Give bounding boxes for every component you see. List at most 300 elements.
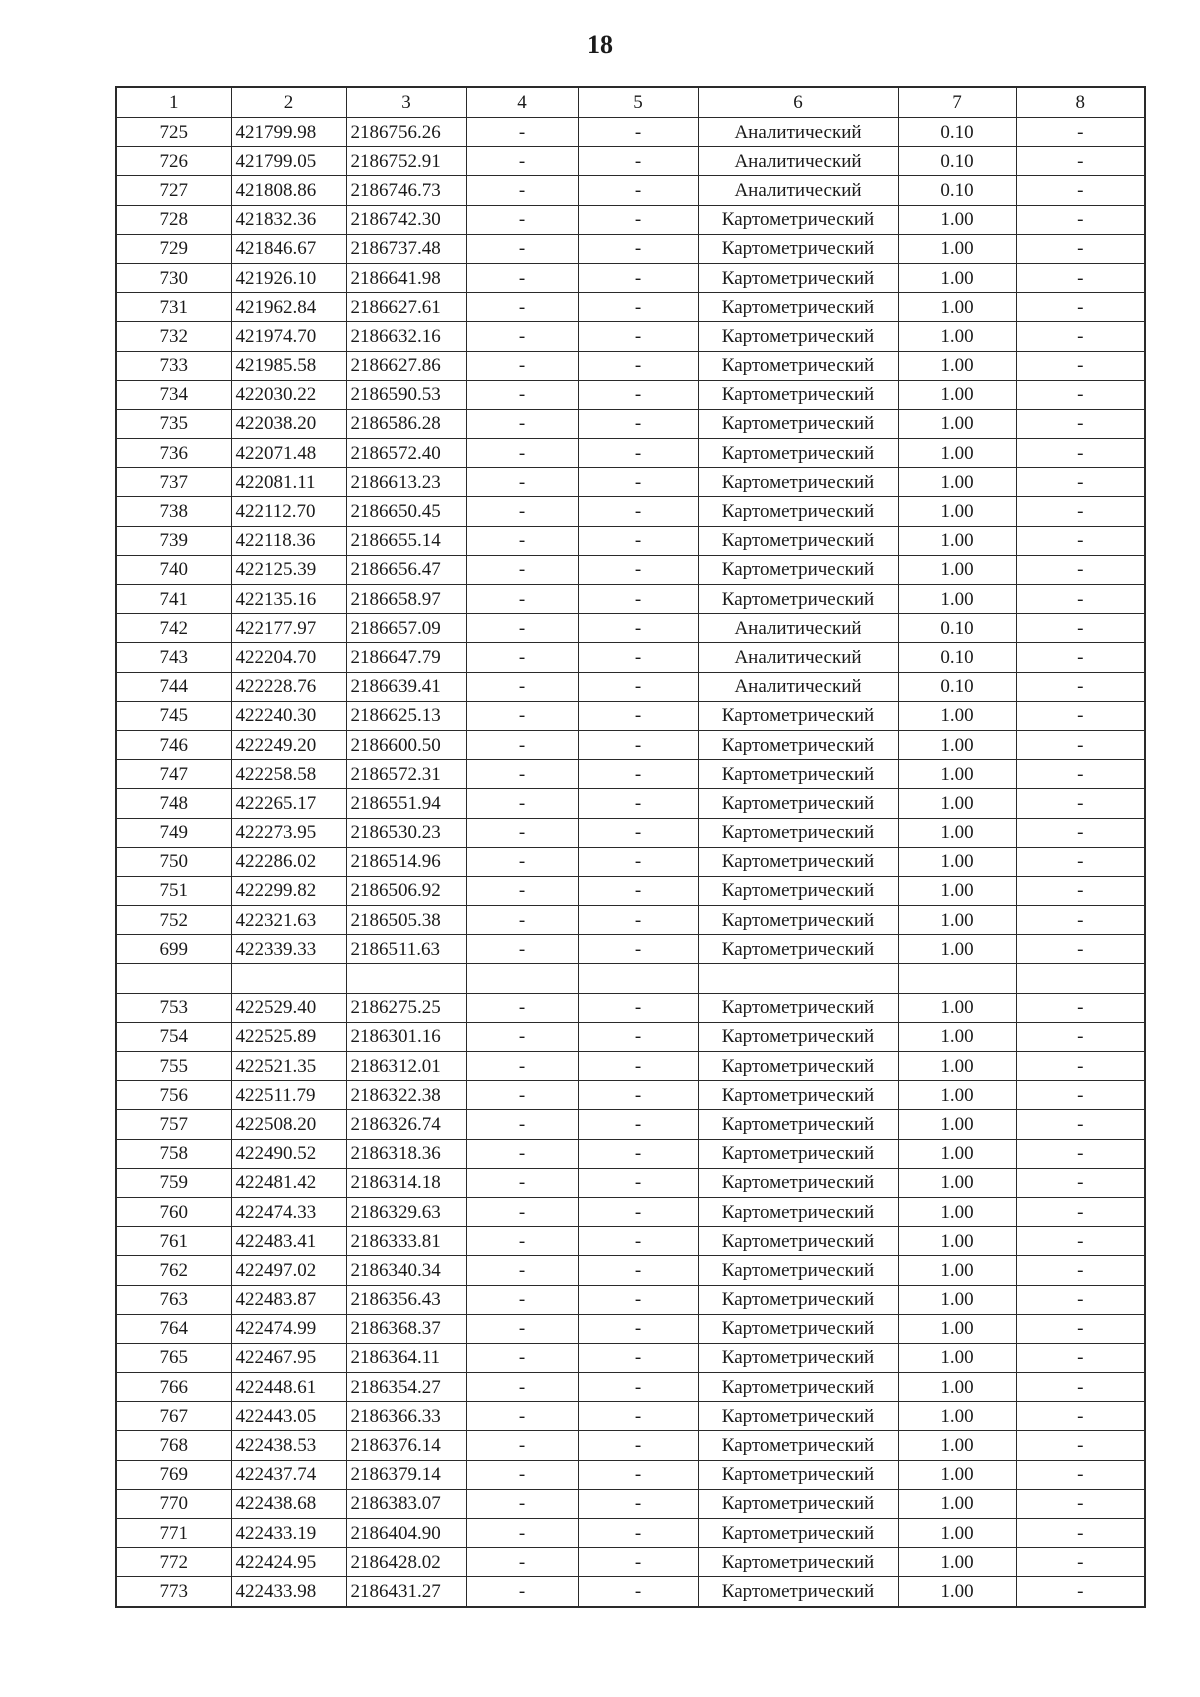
table-cell: 1.00 <box>898 497 1016 526</box>
table-cell: - <box>578 1052 698 1081</box>
table-cell: 422529.40 <box>231 993 346 1022</box>
table-cell: 2186530.23 <box>346 818 466 847</box>
table-cell: - <box>466 293 578 322</box>
table-cell: 768 <box>116 1431 231 1460</box>
table-cell: 422071.48 <box>231 439 346 468</box>
table-cell: 763 <box>116 1285 231 1314</box>
table-row <box>116 993 1145 1022</box>
table-row <box>116 1431 1145 1460</box>
table-cell: 741 <box>116 585 231 614</box>
table-cell: Картометрический <box>698 847 898 876</box>
table-cell: - <box>466 322 578 351</box>
table-cell: 1.00 <box>898 263 1016 292</box>
table-row <box>116 1197 1145 1226</box>
table-cell: 1.00 <box>898 1197 1016 1226</box>
table-cell: 2186333.81 <box>346 1227 466 1256</box>
table-cell: Картометрический <box>698 1081 898 1110</box>
table-cell: - <box>466 1110 578 1139</box>
table-cell: 2186354.27 <box>346 1373 466 1402</box>
table-cell: 2186383.07 <box>346 1489 466 1518</box>
table-row <box>116 293 1145 322</box>
table-row <box>116 760 1145 789</box>
table-cell: Картометрический <box>698 1431 898 1460</box>
table-cell: 422240.30 <box>231 701 346 730</box>
table-cell: 0.10 <box>898 643 1016 672</box>
table-cell: 2186737.48 <box>346 234 466 263</box>
table-cell: Картометрический <box>698 526 898 555</box>
table-cell: 755 <box>116 1052 231 1081</box>
table-cell: Картометрический <box>698 1314 898 1343</box>
table-cell: 2186312.01 <box>346 1052 466 1081</box>
table-cell: 2186428.02 <box>346 1548 466 1577</box>
table-cell: 422258.58 <box>231 760 346 789</box>
table-cell: - <box>578 1373 698 1402</box>
table-cell: - <box>466 468 578 497</box>
table-cell: - <box>1016 147 1145 176</box>
table-cell: 2186586.28 <box>346 409 466 438</box>
table-cell: 1.00 <box>898 1256 1016 1285</box>
table-cell <box>698 964 898 993</box>
table-cell: Картометрический <box>698 1285 898 1314</box>
table-cell: 725 <box>116 118 231 147</box>
table-cell: - <box>1016 1285 1145 1314</box>
header-cell: 4 <box>466 87 578 118</box>
table-cell: 773 <box>116 1577 231 1607</box>
table-row <box>116 351 1145 380</box>
table-cell: - <box>578 701 698 730</box>
table-cell: 733 <box>116 351 231 380</box>
table-cell: - <box>1016 935 1145 964</box>
table-cell: - <box>578 1022 698 1051</box>
table-row <box>116 730 1145 759</box>
table-cell: - <box>1016 380 1145 409</box>
table-cell: - <box>1016 789 1145 818</box>
table-cell: 0.10 <box>898 672 1016 701</box>
header-cell: 8 <box>1016 87 1145 118</box>
table-cell <box>1016 964 1145 993</box>
table-cell: - <box>578 847 698 876</box>
table-cell: 422286.02 <box>231 847 346 876</box>
table-cell: Аналитический <box>698 643 898 672</box>
table-cell: 732 <box>116 322 231 351</box>
table-cell: 1.00 <box>898 1081 1016 1110</box>
table-cell: 734 <box>116 380 231 409</box>
table-cell: 2186379.14 <box>346 1460 466 1489</box>
table-cell: 729 <box>116 234 231 263</box>
table-cell: Картометрический <box>698 1227 898 1256</box>
table-row <box>116 876 1145 905</box>
table-cell: - <box>578 147 698 176</box>
table-cell: 422204.70 <box>231 643 346 672</box>
table-cell: Картометрический <box>698 906 898 935</box>
table-cell: 752 <box>116 906 231 935</box>
coordinates-table <box>115 86 1146 1608</box>
table-row <box>116 205 1145 234</box>
table-cell: Картометрический <box>698 585 898 614</box>
table-cell: - <box>1016 1081 1145 1110</box>
table-row <box>116 643 1145 672</box>
table-cell: - <box>466 818 578 847</box>
table-cell: - <box>1016 555 1145 584</box>
table-cell: - <box>578 351 698 380</box>
table-cell: Картометрический <box>698 993 898 1022</box>
table-cell: 2186627.61 <box>346 293 466 322</box>
table-cell: Картометрический <box>698 818 898 847</box>
table-cell: 2186511.63 <box>346 935 466 964</box>
table-cell: - <box>1016 263 1145 292</box>
table-cell: - <box>466 906 578 935</box>
table-cell: 1.00 <box>898 1110 1016 1139</box>
table-cell: 2186746.73 <box>346 176 466 205</box>
table-cell: Картометрический <box>698 1256 898 1285</box>
table-cell: - <box>578 760 698 789</box>
table-row <box>116 847 1145 876</box>
table-cell: 422511.79 <box>231 1081 346 1110</box>
table-cell: 422525.89 <box>231 1022 346 1051</box>
table-cell: 422249.20 <box>231 730 346 759</box>
table-row <box>116 176 1145 205</box>
table-cell: - <box>466 118 578 147</box>
table-cell: 1.00 <box>898 293 1016 322</box>
table-cell: 422474.33 <box>231 1197 346 1226</box>
table-row <box>116 701 1145 730</box>
table-cell: - <box>466 847 578 876</box>
table-cell: - <box>578 1577 698 1607</box>
table-cell: 421846.67 <box>231 234 346 263</box>
table-cell: 422299.82 <box>231 876 346 905</box>
table-cell: Картометрический <box>698 1343 898 1372</box>
table-cell: 764 <box>116 1314 231 1343</box>
table-cell <box>346 964 466 993</box>
table-cell: 422135.16 <box>231 585 346 614</box>
table-cell: 1.00 <box>898 1314 1016 1343</box>
table-row <box>116 935 1145 964</box>
table-cell: 421985.58 <box>231 351 346 380</box>
table-cell: - <box>1016 1168 1145 1197</box>
table-cell: 742 <box>116 614 231 643</box>
table-row <box>116 1256 1145 1285</box>
table-cell: Аналитический <box>698 672 898 701</box>
table-cell: - <box>578 409 698 438</box>
table-cell: - <box>578 993 698 1022</box>
table-cell: - <box>1016 614 1145 643</box>
table-cell: Картометрический <box>698 1168 898 1197</box>
table-cell: 2186613.23 <box>346 468 466 497</box>
table-cell: 2186650.45 <box>346 497 466 526</box>
table-cell: 751 <box>116 876 231 905</box>
table-cell: - <box>578 1197 698 1226</box>
table-cell: 748 <box>116 789 231 818</box>
table-cell: 422433.19 <box>231 1519 346 1548</box>
table-header-row <box>116 87 1145 118</box>
table-cell: - <box>578 1402 698 1431</box>
table-cell: - <box>1016 672 1145 701</box>
table-cell: - <box>1016 1548 1145 1577</box>
table-cell <box>116 964 231 993</box>
table-cell: - <box>466 1227 578 1256</box>
table-cell: 728 <box>116 205 231 234</box>
table-cell: - <box>466 1256 578 1285</box>
table-cell: - <box>578 789 698 818</box>
table-row <box>116 1314 1145 1343</box>
table-row <box>116 118 1145 147</box>
table-cell: 730 <box>116 263 231 292</box>
table-cell: - <box>466 439 578 468</box>
table-cell: - <box>1016 1402 1145 1431</box>
table-cell: 1.00 <box>898 935 1016 964</box>
table-cell: Картометрический <box>698 1489 898 1518</box>
table-cell: Картометрический <box>698 293 898 322</box>
table-cell: 699 <box>116 935 231 964</box>
table-cell: - <box>1016 730 1145 759</box>
table-cell: - <box>466 147 578 176</box>
table-cell: - <box>1016 993 1145 1022</box>
table-cell: - <box>578 380 698 409</box>
table-cell: - <box>466 614 578 643</box>
table-cell: 736 <box>116 439 231 468</box>
table-cell: Картометрический <box>698 1402 898 1431</box>
table-cell: - <box>466 380 578 409</box>
table-cell: - <box>466 760 578 789</box>
table-cell: 2186275.25 <box>346 993 466 1022</box>
table-cell: - <box>578 585 698 614</box>
table-row <box>116 234 1145 263</box>
table-cell: - <box>578 555 698 584</box>
table-cell: - <box>1016 1197 1145 1226</box>
table-cell: - <box>466 1402 578 1431</box>
table-cell: Картометрический <box>698 263 898 292</box>
table-cell: 761 <box>116 1227 231 1256</box>
table-cell: 422339.33 <box>231 935 346 964</box>
table-cell: 750 <box>116 847 231 876</box>
table-cell: - <box>466 935 578 964</box>
table-cell: 754 <box>116 1022 231 1051</box>
table-cell: 1.00 <box>898 1402 1016 1431</box>
table-cell: 2186641.98 <box>346 263 466 292</box>
table-cell: - <box>466 585 578 614</box>
table-cell: 422474.99 <box>231 1314 346 1343</box>
table-cell: 1.00 <box>898 1431 1016 1460</box>
table-cell: 422424.95 <box>231 1548 346 1577</box>
header-cell: 3 <box>346 87 466 118</box>
table-cell: 1.00 <box>898 1168 1016 1197</box>
table-cell: 2186590.53 <box>346 380 466 409</box>
table-cell: 767 <box>116 1402 231 1431</box>
table-row <box>116 789 1145 818</box>
table-cell: 1.00 <box>898 701 1016 730</box>
table-cell: 422497.02 <box>231 1256 346 1285</box>
table-cell: - <box>578 876 698 905</box>
table-cell: 2186572.31 <box>346 760 466 789</box>
table-cell: 2186356.43 <box>346 1285 466 1314</box>
table-cell: - <box>466 1577 578 1607</box>
table-cell: 422321.63 <box>231 906 346 935</box>
table-cell: 1.00 <box>898 1343 1016 1372</box>
table-cell: - <box>1016 818 1145 847</box>
table-cell: 2186572.40 <box>346 439 466 468</box>
table-cell: - <box>578 263 698 292</box>
table-cell: 422437.74 <box>231 1460 346 1489</box>
table-row <box>116 964 1145 993</box>
table-cell: - <box>1016 1373 1145 1402</box>
table-cell: - <box>466 1460 578 1489</box>
table-cell: Картометрический <box>698 760 898 789</box>
table-cell: 1.00 <box>898 322 1016 351</box>
table-cell: 422118.36 <box>231 526 346 555</box>
table-cell: 1.00 <box>898 1052 1016 1081</box>
table-cell: 2186756.26 <box>346 118 466 147</box>
table-cell: 2186314.18 <box>346 1168 466 1197</box>
table-cell: 1.00 <box>898 876 1016 905</box>
table-cell: Картометрический <box>698 701 898 730</box>
table-cell: 1.00 <box>898 468 1016 497</box>
table-cell: 772 <box>116 1548 231 1577</box>
table-row <box>116 322 1145 351</box>
table-cell: 749 <box>116 818 231 847</box>
table-row <box>116 380 1145 409</box>
table-cell: 422438.68 <box>231 1489 346 1518</box>
table-cell: 746 <box>116 730 231 759</box>
table-row <box>116 1402 1145 1431</box>
table-cell: 770 <box>116 1489 231 1518</box>
table-cell: - <box>1016 1256 1145 1285</box>
table-row <box>116 1460 1145 1489</box>
table-cell: 1.00 <box>898 205 1016 234</box>
table-cell: - <box>466 993 578 1022</box>
table-cell: 2186627.86 <box>346 351 466 380</box>
table-cell: - <box>1016 1227 1145 1256</box>
table-cell: 1.00 <box>898 555 1016 584</box>
table-cell: 2186376.14 <box>346 1431 466 1460</box>
table-cell: - <box>466 526 578 555</box>
table-cell: - <box>466 1022 578 1051</box>
table-cell: Аналитический <box>698 147 898 176</box>
table-cell: Картометрический <box>698 935 898 964</box>
table-cell: - <box>466 1052 578 1081</box>
table-cell: 422030.22 <box>231 380 346 409</box>
table-cell: 759 <box>116 1168 231 1197</box>
header-cell: 6 <box>698 87 898 118</box>
table-cell: Картометрический <box>698 1022 898 1051</box>
table-cell: - <box>1016 1110 1145 1139</box>
table-cell: 422228.76 <box>231 672 346 701</box>
table-cell: 2186742.30 <box>346 205 466 234</box>
table-cell: 422081.11 <box>231 468 346 497</box>
table-cell: - <box>466 234 578 263</box>
table-cell: - <box>1016 526 1145 555</box>
table-cell: - <box>578 1431 698 1460</box>
table-cell: 740 <box>116 555 231 584</box>
table-cell: - <box>466 643 578 672</box>
table-cell: - <box>466 555 578 584</box>
table-body <box>116 118 1145 1607</box>
table-cell: 1.00 <box>898 1139 1016 1168</box>
table-cell: 1.00 <box>898 1373 1016 1402</box>
table-row <box>116 672 1145 701</box>
table-cell: - <box>1016 176 1145 205</box>
header-cell: 1 <box>116 87 231 118</box>
table-row <box>116 1373 1145 1402</box>
table-cell: 726 <box>116 147 231 176</box>
table-cell: - <box>578 1519 698 1548</box>
table-cell: Картометрический <box>698 1460 898 1489</box>
table-row <box>116 1168 1145 1197</box>
table-cell: Картометрический <box>698 351 898 380</box>
table-cell: 2186647.79 <box>346 643 466 672</box>
table-cell: 743 <box>116 643 231 672</box>
table-cell: Картометрический <box>698 497 898 526</box>
table-cell: 2186329.63 <box>346 1197 466 1226</box>
table-cell: - <box>1016 439 1145 468</box>
table-cell: - <box>466 351 578 380</box>
table-cell: 2186655.14 <box>346 526 466 555</box>
table-cell: - <box>578 526 698 555</box>
table-cell: - <box>466 1343 578 1372</box>
table-cell: 756 <box>116 1081 231 1110</box>
table-row <box>116 263 1145 292</box>
table-cell: 422481.42 <box>231 1168 346 1197</box>
table-cell: 422443.05 <box>231 1402 346 1431</box>
table-cell: 1.00 <box>898 1022 1016 1051</box>
table-cell: - <box>466 1489 578 1518</box>
table-cell: - <box>1016 1489 1145 1518</box>
table-cell: - <box>1016 643 1145 672</box>
table-cell: - <box>466 497 578 526</box>
table-cell: - <box>1016 234 1145 263</box>
table-cell: Картометрический <box>698 1519 898 1548</box>
table-cell: 422448.61 <box>231 1373 346 1402</box>
table-row <box>116 439 1145 468</box>
table-cell: 422112.70 <box>231 497 346 526</box>
table-cell: - <box>578 1460 698 1489</box>
page-number: 18 <box>587 30 613 59</box>
table-cell: 762 <box>116 1256 231 1285</box>
table-cell: - <box>578 643 698 672</box>
table-cell: 422265.17 <box>231 789 346 818</box>
table-row <box>116 1519 1145 1548</box>
table-row <box>116 614 1145 643</box>
table-cell: 1.00 <box>898 818 1016 847</box>
table-cell: Картометрический <box>698 1197 898 1226</box>
table-cell: - <box>466 1314 578 1343</box>
table-cell: - <box>1016 118 1145 147</box>
table-cell: 2186340.34 <box>346 1256 466 1285</box>
table-cell: 1.00 <box>898 789 1016 818</box>
table-cell: 766 <box>116 1373 231 1402</box>
table-cell <box>231 964 346 993</box>
table-row <box>116 906 1145 935</box>
table-cell: 1.00 <box>898 234 1016 263</box>
table-cell: - <box>578 293 698 322</box>
table-cell <box>578 964 698 993</box>
table-row <box>116 1343 1145 1372</box>
table-cell: Картометрический <box>698 439 898 468</box>
table-cell: 747 <box>116 760 231 789</box>
table-cell: - <box>578 1168 698 1197</box>
table-cell: - <box>578 818 698 847</box>
table-cell: - <box>578 906 698 935</box>
table-cell: 1.00 <box>898 526 1016 555</box>
table-cell: - <box>1016 497 1145 526</box>
table-cell: 753 <box>116 993 231 1022</box>
table-cell: 2186368.37 <box>346 1314 466 1343</box>
table-cell: Аналитический <box>698 614 898 643</box>
table-cell: Картометрический <box>698 205 898 234</box>
table-cell: 1.00 <box>898 1519 1016 1548</box>
table-cell: 771 <box>116 1519 231 1548</box>
table-row <box>116 497 1145 526</box>
table-cell: - <box>1016 1052 1145 1081</box>
